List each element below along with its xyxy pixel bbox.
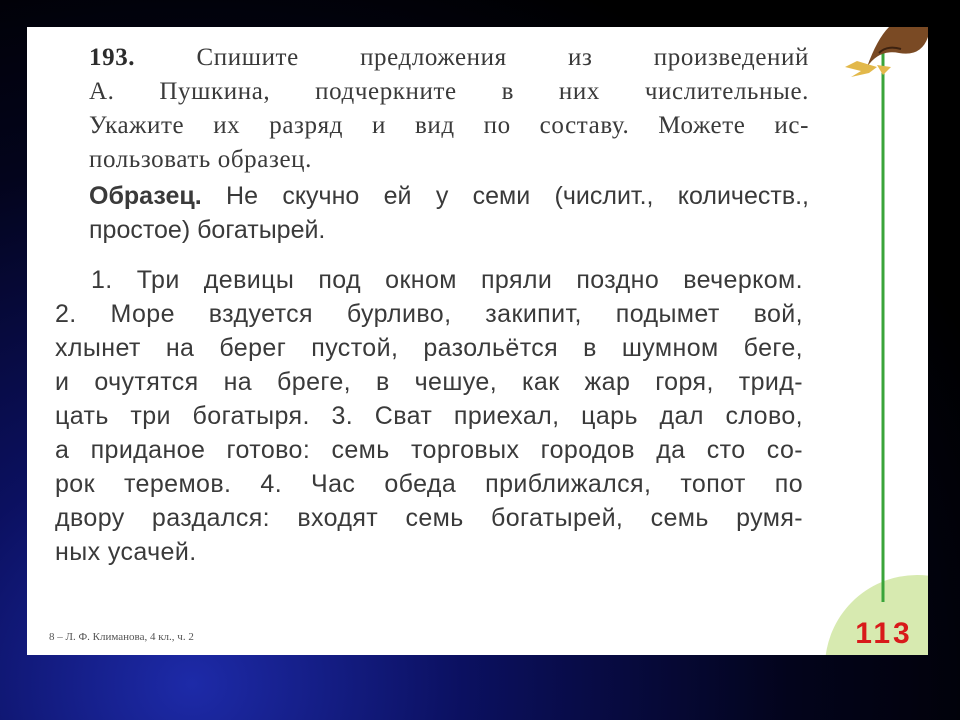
exercise-line: а приданое готово: семь торговых городов да сто со- [55, 436, 803, 464]
sample-line-2: простое) богатырей. [89, 216, 326, 244]
task-number: 193. [89, 44, 136, 71]
exercise-line: двору раздался: входят семь богатырей, семь румя- [55, 504, 803, 532]
task-line-1 [89, 41, 809, 75]
sample-line-1-text: Не скучно ей у семи (числит., количеств., [226, 182, 809, 210]
exercise-line: рок теремов. 4. Час обеда приближался, топот по [55, 470, 803, 498]
owl-icon [837, 27, 928, 77]
exercise-line: и очутятся на бреге, в чешуе, как жар горя, трид- [55, 368, 803, 396]
sample-label: Образец. [89, 182, 202, 210]
exercise-text [55, 263, 803, 569]
page-decoration [817, 27, 928, 655]
footer-signature: 8 – Л. Ф. Климанова, 4 кл., ч. 2 [49, 631, 194, 643]
task-line-1-text: Спишите предложения из произведений [196, 44, 809, 71]
task-line-3: Укажите их разряд и вид по составу. Можете ис- [89, 112, 809, 139]
exercise-line: хлынет на берег пустой, разольётся в шумном беге, [55, 334, 803, 362]
exercise-line: цать три богатыря. 3. Сват приехал, царь дал слово, [55, 402, 803, 430]
sample-block [89, 179, 809, 247]
task-line-2: А. Пушкина, подчеркните в них числительные. [89, 78, 809, 105]
page-number: 113 [855, 617, 913, 650]
sample-line-1 [89, 179, 809, 213]
textbook-page [27, 27, 928, 655]
exercise-line: 1. Три девицы под окном пряли поздно вечерком. [91, 266, 803, 294]
exercise-line: 2. Море вздуется бурливо, закипит, подымет вой, [55, 300, 803, 328]
exercise-line: ных усачей. [55, 538, 197, 566]
task-instructions [89, 41, 809, 177]
task-line-4: пользовать образец. [89, 146, 312, 173]
